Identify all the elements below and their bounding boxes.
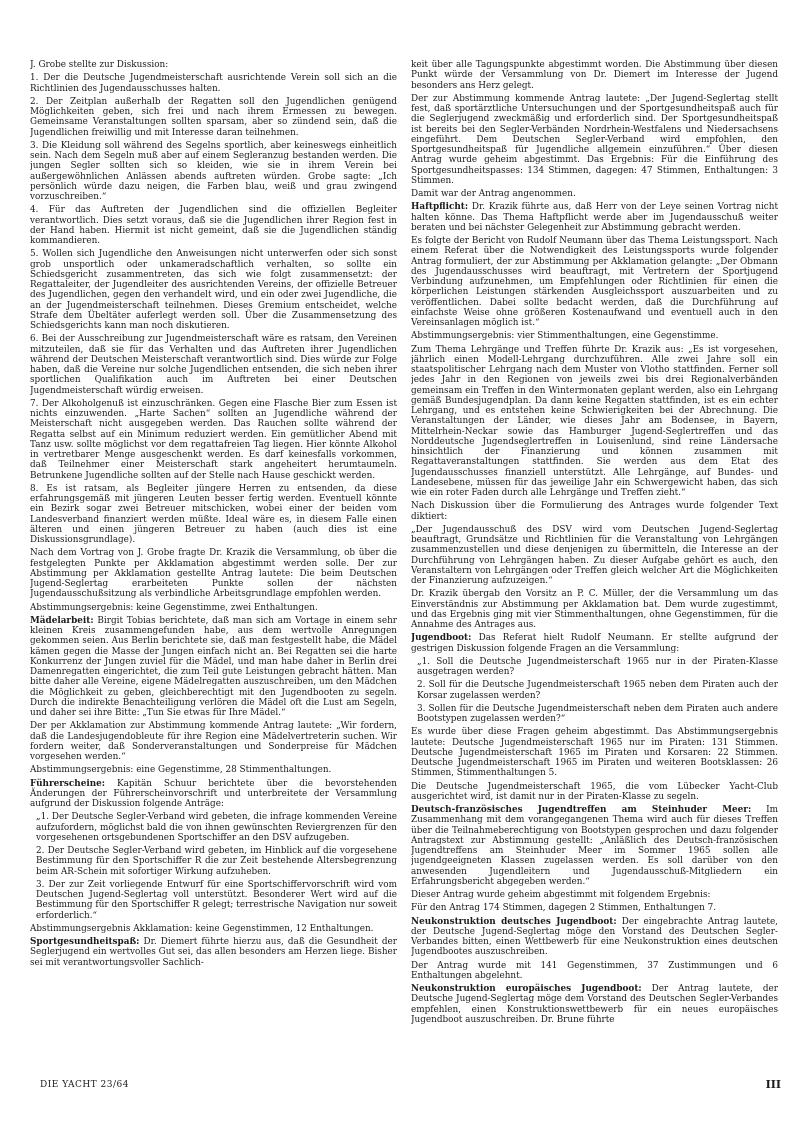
paragraph: Es wurde über diese Fragen geheim abgestimmt. Das Abstimmungsergebnis lautete: Deutsche Jugendmeisterschaft 1965 nur im Piraten: 131 Stimmen. Deutsche Jugendmeisterschaft 1965 im Piraten und Korsaren: 22 Stimmen. Deutsche Jugendmeisterschaft 1965 im Piraten und weiteren Bootsklassen: 26 Stimmen, Stimmenthaltungen 5.: [411, 727, 778, 779]
paragraph: Die Deutsche Jugendmeisterschaft 1965, die vom Lübecker Yacht-Club ausgerichtet wird, ist damit nur in der Piraten-Klasse zu segeln.: [411, 781, 778, 802]
paragraph: Es folgte der Bericht von Rudolf Neumann über das Thema Leistungssport. Nach einem Referat über die Notwendigkeit des Leistungssports wurde folgender Antrag formuliert, der zur Abstimmung per Akklamation gelangte: „Der Obmann des Jugendausschusses wird beauftragt, mit Vertretern der Sportjugend Verbindung aufzunehmen, um Empfehlungen oder Richtlinien für einen die körperlichen Leistungen stärkenden Ausgleichssport auszuarbeiten und zu veröffentlichen. Dabei sollte bedacht werden, daß die Durchführung auf einfachste Weise ohne größeren Kostenaufwand und eventuell auch in den Vereinsanlagen möglich ist.“: [411, 236, 778, 328]
paragraph-text: Im Zusammenhang mit dem vorangegangenen Thema wird auch für dieses Treffen über die Teilnahmeberechtigung von Bootstypen gesprochen und dazu folgender Antragstext zur Abstimmung gestellt: „Anläßlich des Deutsch-französischen Jugendtreffens am Steinhuder Meer im Sommer 1965 sollen alle jugendgeeigneten Klassen zugelassen werden. Es soll darüber von den anwesenden Jugendleitern und Jugendausschuß-Mitgliedern ein Erfahrungsbericht abgegeben werden.“: [411, 805, 778, 887]
list-item: 5. Wollen sich Jugendliche den Anweisungen nicht unterwerfen oder sich sonst grob unsportlich oder unkameradschaftlich verhalten, so sollte ein Schiedsgericht zusammentreten, das sich wie folgt zusammensetzt: der Regattaleiter, der Jugendleiter des ausrichtenden Vereins, der offizielle Betreuer des Jugendlichen, gegen den verhandelt wird, und ein oder zwei Jugendliche, die an der Jugendmeisterschaft teilnehmen. Dieses Gremium entscheidet, welche Strafe dem Übeltäter auferlegt werden soll. Über die Zusammensetzung des Schiedsgerichts kann man noch diskutieren.: [30, 249, 397, 331]
paragraph-text: Der eingebrachte Antrag lautete, der Deutsche Jugend-Seglertag möge den Vorstand des Deutschen Segler-Verbandes bitten, einen Wettbewerb für eine Neukonstruktion eines deutschen Jugendbootes auszuschreiben.: [411, 916, 778, 958]
section-heading: Neukonstruktion europäisches Jugendboot:: [411, 984, 642, 994]
motion-item: 2. Der Deutsche Segler-Verband wird gebeten, im Hinblick auf die vorgesehene Bestimmung für den Sportschiffer R die zur Zeit bestehende Altersbegrenzung beim AR-Schein mit sofortiger Wirkung aufzuheben.: [36, 846, 397, 877]
paragraph: Der per Akklamation zur Abstimmung kommende Antrag lautete: „Wir fordern, daß die Landesjugendobleute für ihre Region eine Mädelvertreterin suchen. Wir fordern weiter, daß Sonderveranstaltungen und Sonderpreise für Mädchen vorgesehen werden.“: [30, 721, 397, 762]
publication-footer: DIE YACHT 23/64: [40, 1080, 129, 1090]
question-item: „1. Soll die Deutsche Jugendmeisterschaft 1965 nur in der Piraten-Klasse ausgetragen werden?: [417, 656, 778, 677]
list-item: 3. Die Kleidung soll während des Segelns sportlich, aber keineswegs einheitlich sein. Nach dem Segeln muß aber auf einem Segleranzug bestanden werden. Die jungen Segler sollten sich so kleiden, wie sie in ihrem Verein bei außergewöhnlichen Anlässen abends auftreten würden. Grobe sagte: „Ich persönlich würde dazu neigen, die Farben blau, weiß und grau zwingend vorzuschreiben.“: [30, 140, 397, 202]
paragraph: Dr. Krazik übergab den Vorsitz an P. C. Müller, der die Versammlung um das Einverständnis zur Abstimmung per Akklamation bat. Dem wurde zugestimmt, und das Ergebnis ging mit vier Stimmenthaltungen, ohne Gegenstimmen, für die Annahme des Antrages aus.: [411, 589, 778, 630]
paragraph-text: Dr. Krazik führte aus, daß Herr von der Leye seinen Vortrag nicht halten könne. Das Thema Haftpflicht werde aber im Jugendausschuß weiter beraten und bei nächster Gelegenheit zur Abstimmung gebracht werden.: [411, 202, 778, 233]
paragraph: Der zur Abstimmung kommende Antrag lautete: „Der Jugend-Seglertag stellt fest, daß sportärztliche Untersuchungen und der Sportgesundheitspaß auch für die Seglerjugend zweckmäßig und erforderlich sind. Der Sportgesundheitspaß ist bereits bei den Segler-Verbänden Nordrhein-Westfalens und Niedersachsens eingeführt. Dem Deutschen Segler-Verband wird empfohlen, den Sportgesundheitspaß für Jugendliche allgemein einzuführen.“ Über diesen Antrag wurde geheim abgestimmt. Das Ergebnis: Für die Einführung des Sportgesundheitspasses: 134 Stimmen, dagegen: 47 Stimmen, Enthaltungen: 3 Stimmen.: [411, 93, 778, 186]
motion-item: 3. Der zur Zeit vorliegende Entwurf für eine Sportschiffervorschrift wird vom Deutschen Jugend-Seglertag voll unterstützt. Besonderer Wert wird auf die Bestimmung für den Sportschiffer R gelegt; terrestrische Navigation nur soweit erforderlich.“: [36, 879, 397, 921]
section-paragraph: [411, 202, 778, 233]
paragraph: Abstimmungsergebnis: keine Gegenstimme, zwei Enthaltungen.: [30, 602, 318, 613]
paragraph: Abstimmungsergebnis: eine Gegenstimme, 28 Stimmenthaltungen.: [30, 765, 332, 776]
section-heading: Mädelarbeit:: [30, 615, 94, 626]
section-heading: Führerscheine:: [30, 778, 106, 789]
paragraph-text: Der Antrag lautete, der Deutsche Jugend-Seglertag möge dem Vorstand des Deutschen Segler-Verbandes empfehlen, einen Konstruktionswettbewerb für ein neues europäisches Jugendboot auszuschreiben. Dr. Brune führte: [411, 984, 778, 1025]
list-item: 8. Es ist ratsam, als Begleiter jüngere Herren zu entsenden, da diese erfahrungsgemäß mit jüngeren Leuten besser fertig werden. Eventuell könnte ein Bezirk sogar zwei Betreuer mitschicken, wobei einer der beiden vom Landesverband finanziert werden müßte. Ideal wäre es, in diesem Falle einen älteren und einen jüngeren Betreuer zu haben (auch dies ist eine Diskussionsgrundlage).: [30, 483, 397, 545]
section-paragraph: [30, 937, 397, 968]
list-item: 4. Für das Auftreten der Jugendlichen sind die offiziellen Begleiter verantwortlich. Dies setzt voraus, daß sie die Jugendlichen ihrer Region fest in der Hand haben. Hiermit ist nicht gemeint, daß sie die Jugendlichen ständig kommandieren.: [30, 205, 397, 246]
paragraph: Der Antrag wurde mit 141 Gegenstimmen, 37 Zustimmungen und 6 Enthaltungen abgelehnt.: [411, 960, 778, 981]
section-paragraph: [411, 984, 778, 1025]
section-heading: Neukonstruktion deutsches Jugendboot:: [411, 916, 617, 927]
section-heading: Haftpflicht:: [411, 202, 469, 213]
question-item: 3. Sollen für die Deutsche Jugendmeisterschaft neben dem Piraten auch andere Bootstypen zugelassen werden?“: [417, 703, 778, 724]
paragraph: Zum Thema Lehrgänge und Treffen führte Dr. Krazik aus: „Es ist vorgesehen, jährlich einen Modell-Lehrgang durchzuführen. Alle zwei Jahre soll ein staatspolitischer Lehrgang nach dem Muster von Vlotho stattfinden. Ferner soll jedes Jahr in den Regionen von jeweils zwei bis drei Regionalverbänden gemeinsam ein Treffen in den Wintermonaten geplant werden, also ein Lehrgang gemäß Bundesjugendplan. Da dann keine Regatten stattfinden, ist es ein echter Lehrgang, und es entstehen keine Schwierigkeiten bei der Abrechnung. Die Veranstaltungen der Länder, wie dieses Jahr am Bodensee, in Bayern, Mittelrhein-Neckar sowie das Hamburger Jugend-Seglertreffen und das Norddeutsche Jugendseglertreffen in Louisenlund, sind reine Ländersache hinsichtlich der Finanzierung und können zusammen mit Regattaveranstaltungen stattfinden. Sie werden aus dem Etat des Jugendausschusses finanziell unterstützt. Alle Lehrgänge, auf Bundes- und Landesebene, müssen für das jeweilige Jahr ein Schwergewicht haben, das sich wie ein roter Faden durch alle Lehrgänge und Treffen zieht.“: [411, 344, 778, 498]
question-item: 2. Soll für die Deutsche Jugendmeisterschaft 1965 neben dem Piraten auch der Korsar zugelassen werden?: [417, 680, 778, 701]
paragraph: keit über alle Tagungspunkte abgestimmt worden. Die Abstimmung über diesen Punkt würde der Versammlung von Dr. Diemert im Interesse der Jugend besonders ans Herz gelegt.: [411, 60, 778, 91]
section-paragraph: [411, 633, 778, 654]
column-right: [411, 60, 778, 1065]
page-body: [30, 60, 778, 1065]
section-paragraph: [30, 779, 397, 810]
paragraph-text: Kapitän Schuur berichtete über die bevorstehenden Änderungen der Führerscheinvorschrift und unterbreitete der Versammlung aufgrund der Diskussion folgende Anträge:: [30, 778, 397, 809]
numbered-list: [30, 73, 397, 545]
paragraph: Nach dem Vortrag von J. Grobe fragte Dr. Krazik die Versammlung, ob über die festgelegten Punkte per Akklamation abgestimmt werden solle. Der zur Abstimmung per Akklamation gestellte Antrag lautete: Die beim Deutschen Jugend-Seglertag erarbeiteten Punkte sollen der nächsten Jugendausschußsitzung als verbindliche Arbeitsgrundlage empfohlen werden.: [30, 548, 397, 600]
paragraph: Für den Antrag 174 Stimmen, dagegen 2 Stimmen, Enthaltungen 7.: [411, 903, 717, 914]
section-heading: Jugendboot:: [411, 633, 472, 644]
list-item: 2. Der Zeitplan außerhalb der Regatten soll den Jugendlichen genügend Möglichkeiten geben, sich frei und nach ihrem Ermessen zu bewegen. Gemeinsame Veranstaltungen sollten sparsam, aber so zündend sein, daß die Jugendlichen freiwillig und mit Interesse daran teilnehmen.: [30, 96, 397, 138]
section-heading: Deutsch-französisches Jugendtreffen am Steinhuder Meer:: [411, 805, 752, 815]
paragraph: Damit war der Antrag angenommen.: [411, 189, 576, 199]
paragraph: Abstimmungsergebnis: vier Stimmenthaltungen, eine Gegenstimme.: [411, 331, 719, 342]
paragraph-text: Dr. Diemert führte hierzu aus, daß die Gesundheit der Seglerjugend ein wertvolles Gut sei, das allen besonders am Herzen liege. Bisher sei mit verantwortungsvoller Sachlich-: [30, 937, 397, 968]
paragraph-text: Das Referat hielt Rudolf Neumann. Er stellte aufgrund der gestrigen Diskussion folgende Fragen an die Versammlung:: [411, 633, 778, 654]
section-paragraph: [411, 805, 778, 887]
section-paragraph: [411, 917, 778, 958]
section-heading: Sportgesundheitspaß:: [30, 937, 140, 947]
paragraph: Dieser Antrag wurde geheim abgestimmt mit folgendem Ergebnis:: [411, 890, 711, 900]
paragraph: „Der Jugendausschuß des DSV wird vom Deutschen Jugend-Seglertag beauftragt, Grundsätze und Richtlinien für die Veranstaltung von Lehrgängen zusammenzustellen und diese denjenigen zu übermitteln, die Interesse an der Durchführung von Lehrgängen haben. Zu dieser Aufgabe gehört es auch, den Veranstaltern von Lehrgängen oder Treffen gleich welcher Art die Möglichkeiten der Finanzierung aufzuzeigen.“: [411, 524, 778, 586]
paragraph-text: Birgit Tobias berichtete, daß man sich am Vortage in einem sehr kleinen Kreis zusammengefunden habe, aus dem wertvolle Anregungen gekommen seien. Aus Berlin berichtete sie, daß man festgestellt habe, die Mädel kämen gegen die Masse der Jungen einfach nicht an. Bei Regatten sei die harte Konkurrenz der Jungen zuviel für die Mädel, und man habe daher in Berlin drei Damenregatten eingerichtet, die zum Teil gute Leistungen gebracht hätten. Man bitte daher alle Vereine, eigene Mädelregatten auszuschreiben, um den Mädchen die Möglichkeit zu geben, gleichberechtigt mit den Jugendbooten zu segeln. Durch die indirekte Benachteiligung verlören die Mädel oft die Lust am Segeln, und daher sei ihre Bitte: „Tun Sie etwas für Ihre Mädel.“: [30, 615, 397, 718]
paragraph: Nach Diskussion über die Formulierung des Antrages wurde folgender Text diktiert:: [411, 501, 778, 522]
section-paragraph: [30, 616, 397, 719]
list-item: 7. Der Alkoholgenuß ist einzuschränken. Gegen eine Flasche Bier zum Essen ist nichts einzuwenden. „Harte Sachen“ sollten an Jugendliche während der Meisterschaft nicht ausgegeben werden. Das Rauchen sollte während der Regatta selbst auf ein Minimum reduziert werden. Ein gemütlicher Abend mit Tanz usw. sollte möglichst vor dem regattafreien Tag liegen. Hier könnte Alkohol in vertretbarer Menge ausgeschenkt werden. Es darf keinesfalls vorkommen, daß Teilnehmer einer Meisterschaft stark angeheitert herumtaumeln. Betrunkene Jugendliche sollten auf der Stelle nach Hause geschickt werden.: [30, 398, 397, 481]
list-item: 6. Bei der Ausschreibung zur Jugendmeisterschaft wäre es ratsam, den Vereinen mitzuteilen, daß sie für das Verhalten und das Auftreten ihrer Jugendlichen während der Deutschen Meisterschaft verantwortlich sind. Dies würde zur Folge haben, daß die Vereine nur solche Jugendlichen entsenden, die sich neben ihrer sportlichen Qualifikation auch im Auftreten bei einer Deutschen Jugendmeisterschaft würdig erweisen.: [30, 334, 397, 396]
paragraph: J. Grobe stellte zur Diskussion:: [30, 60, 169, 70]
list-item: 1. Der die Deutsche Jugendmeisterschaft ausrichtende Verein soll sich an die Richtlinien des Jugendausschusses halten.: [30, 73, 397, 94]
motion-item: „1. Der Deutsche Segler-Verband wird gebeten, die infrage kommenden Vereine aufzufordern, möglichst bald die von ihnen gewünschten Reviergrenzen für den vorgesehenen ortsgebundenen Sportschiffer an den DSV aufzugeben.: [36, 812, 397, 843]
paragraph: Abstimmungsergebnis Akklamation: keine Gegenstimmen, 12 Enthaltungen.: [30, 923, 374, 934]
column-left: [30, 60, 397, 1065]
page-number: III: [765, 1078, 781, 1091]
